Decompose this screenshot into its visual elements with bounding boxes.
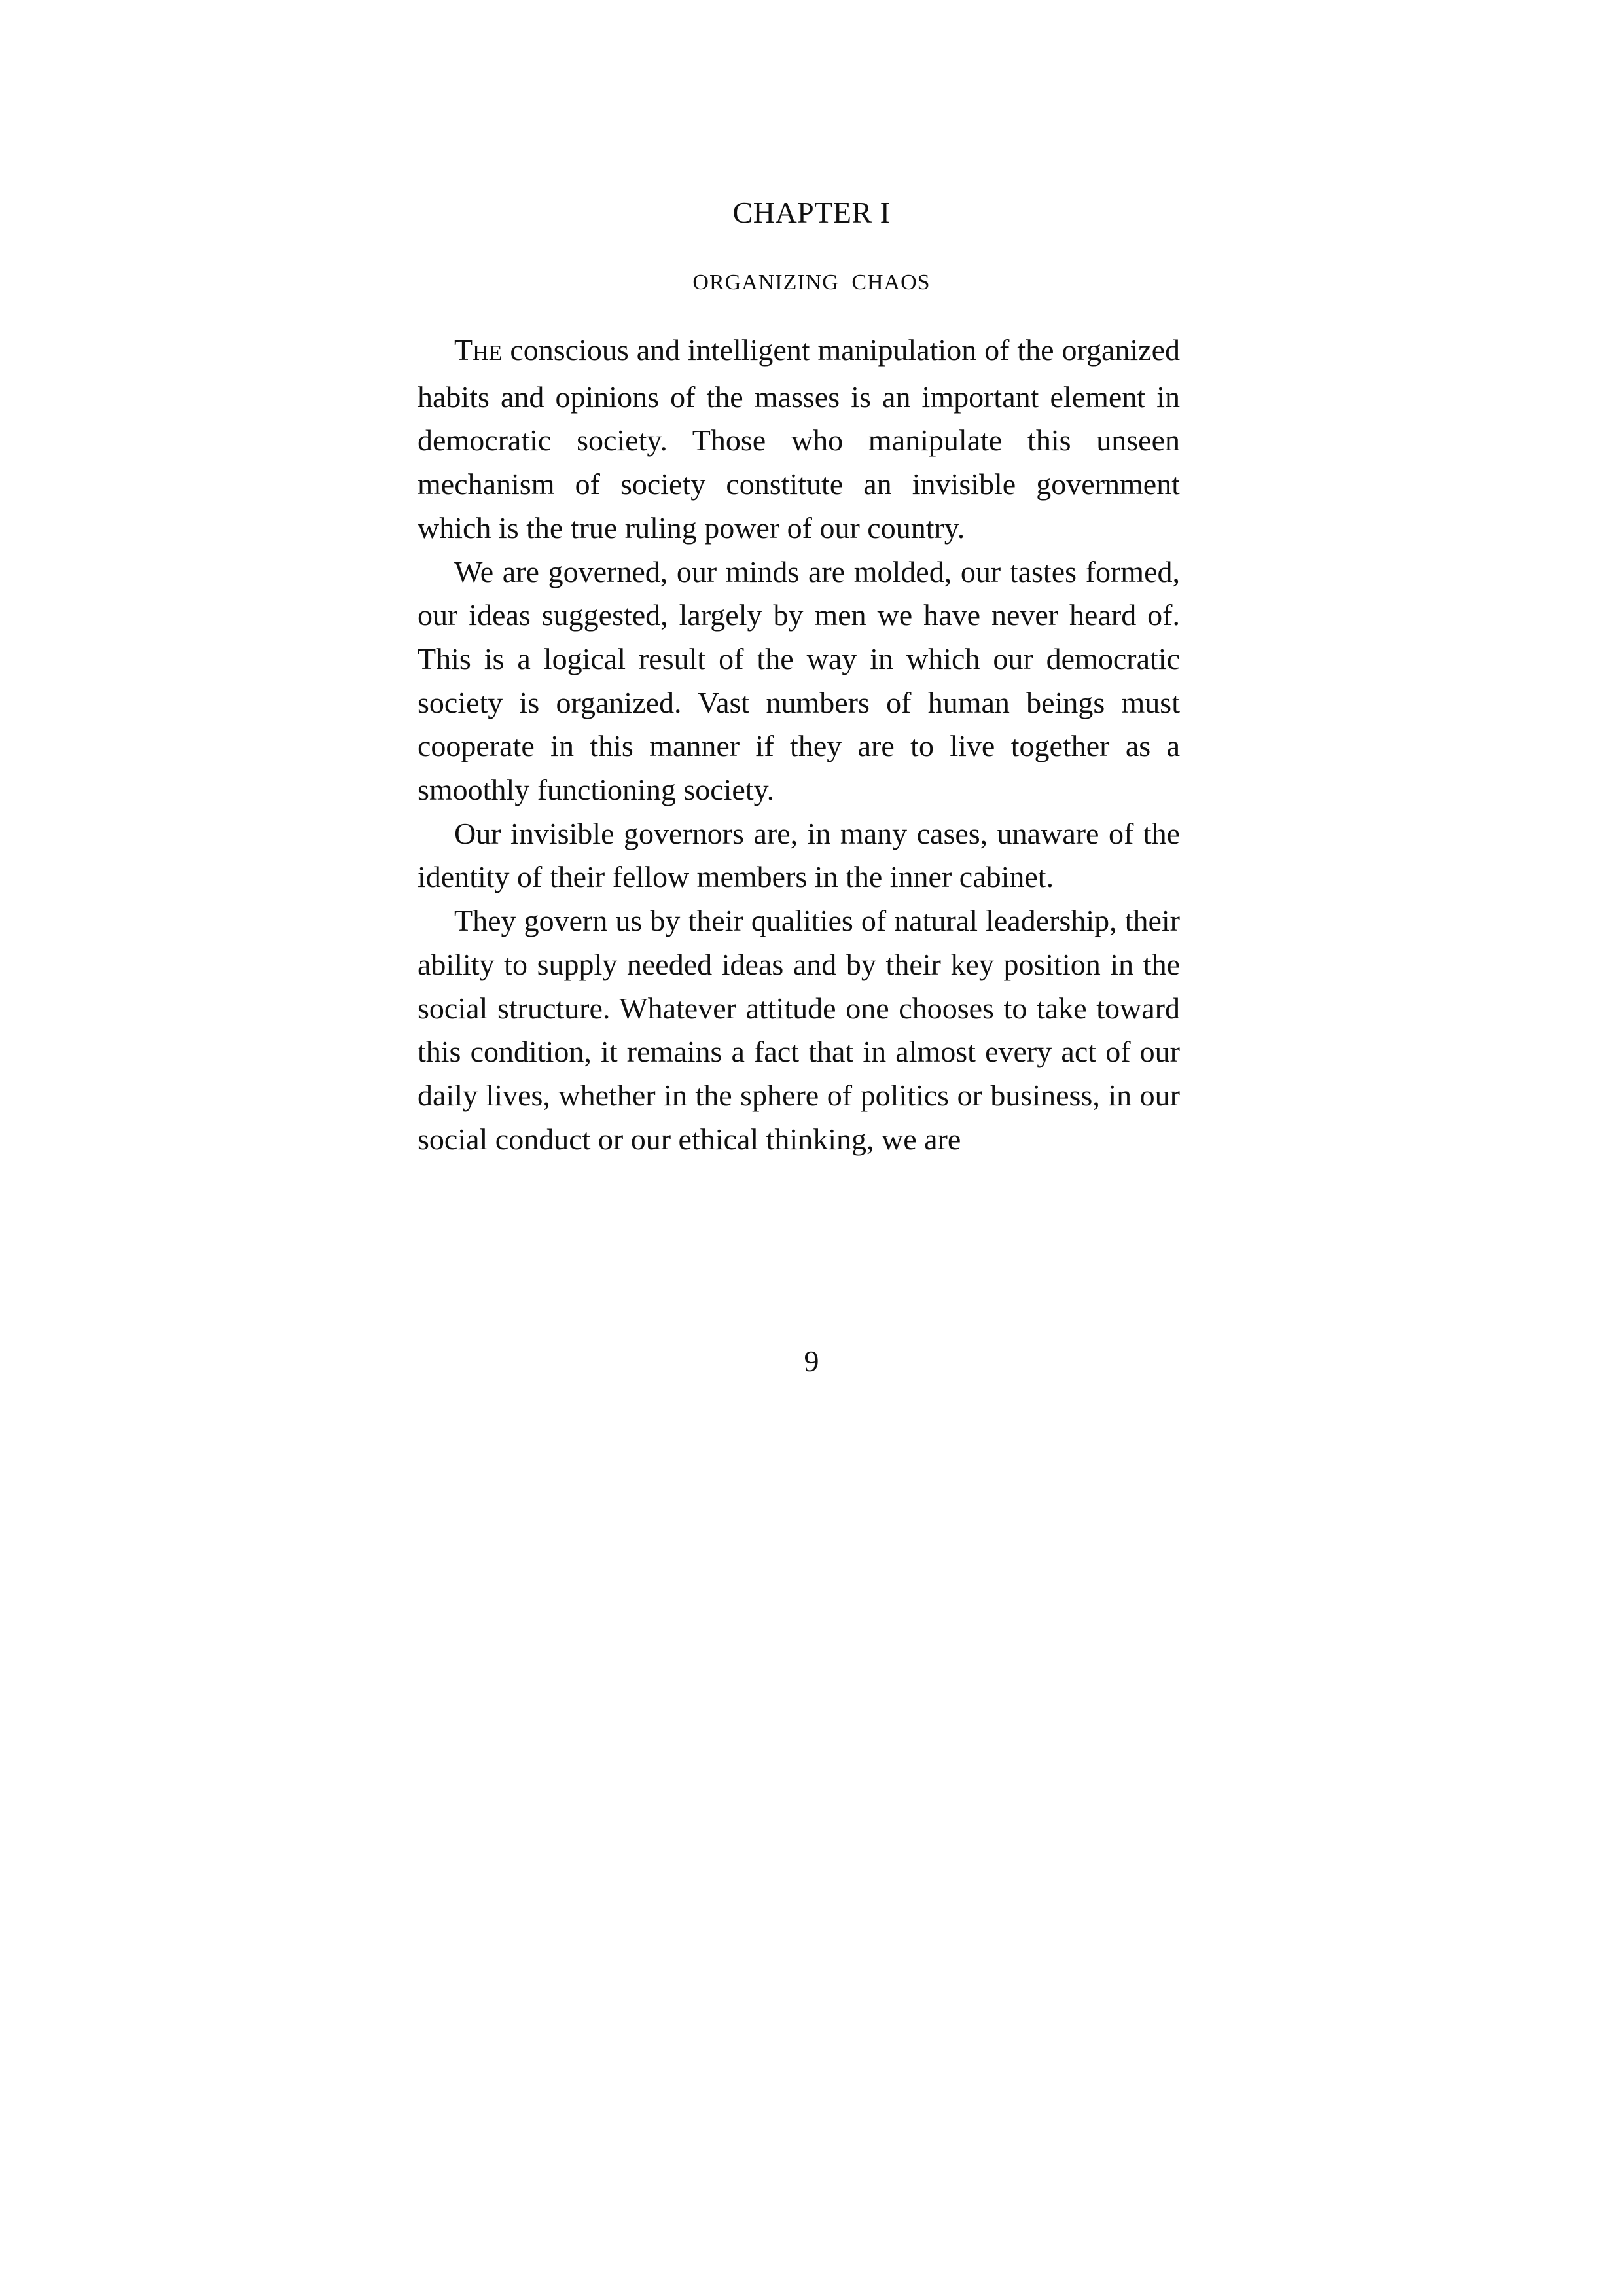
paragraph-1 xyxy=(418,329,1180,550)
paragraph-1-small-caps: HE xyxy=(473,341,503,365)
chapter-subtitle: ORGANIZING CHAOS xyxy=(692,270,931,295)
paragraph-3: Our invisible governors are, in many cases, unaware of the identity of their fellow members in the inner cabinet. xyxy=(418,816,1180,894)
body-text xyxy=(418,329,1180,1161)
paragraph-4: They govern us by their qualities of natural leadership, their ability to supply needed ideas and by their key position in the social structure. Whatever attitude one chooses to take toward this condition, it remains a fact that in almost every act of our daily lives, whether in the sphere of politics or business, in our social conduct or our ethical thinking, we are xyxy=(418,904,1180,1156)
chapter-heading: CHAPTER I xyxy=(732,196,891,229)
paragraph-1-initial: T xyxy=(454,333,473,367)
page-number: 9 xyxy=(804,1344,819,1378)
paragraph-1-text: conscious and intelligent manipulation of the organized habits and opinions of the masses is an important element in democratic society. Those who manipulate this unseen mechanism of society constitute an invisible government which is the true ruling power of our country. xyxy=(418,333,1180,545)
paragraph-2: We are governed, our minds are molded, our tastes formed, our ideas suggested, largely by men we have never heard of. This is a logical result of the way in which our democratic society is organized. Vast numbers of human beings must cooperate in this manner if they are to live together as a smoothly functioning society. xyxy=(418,554,1180,807)
